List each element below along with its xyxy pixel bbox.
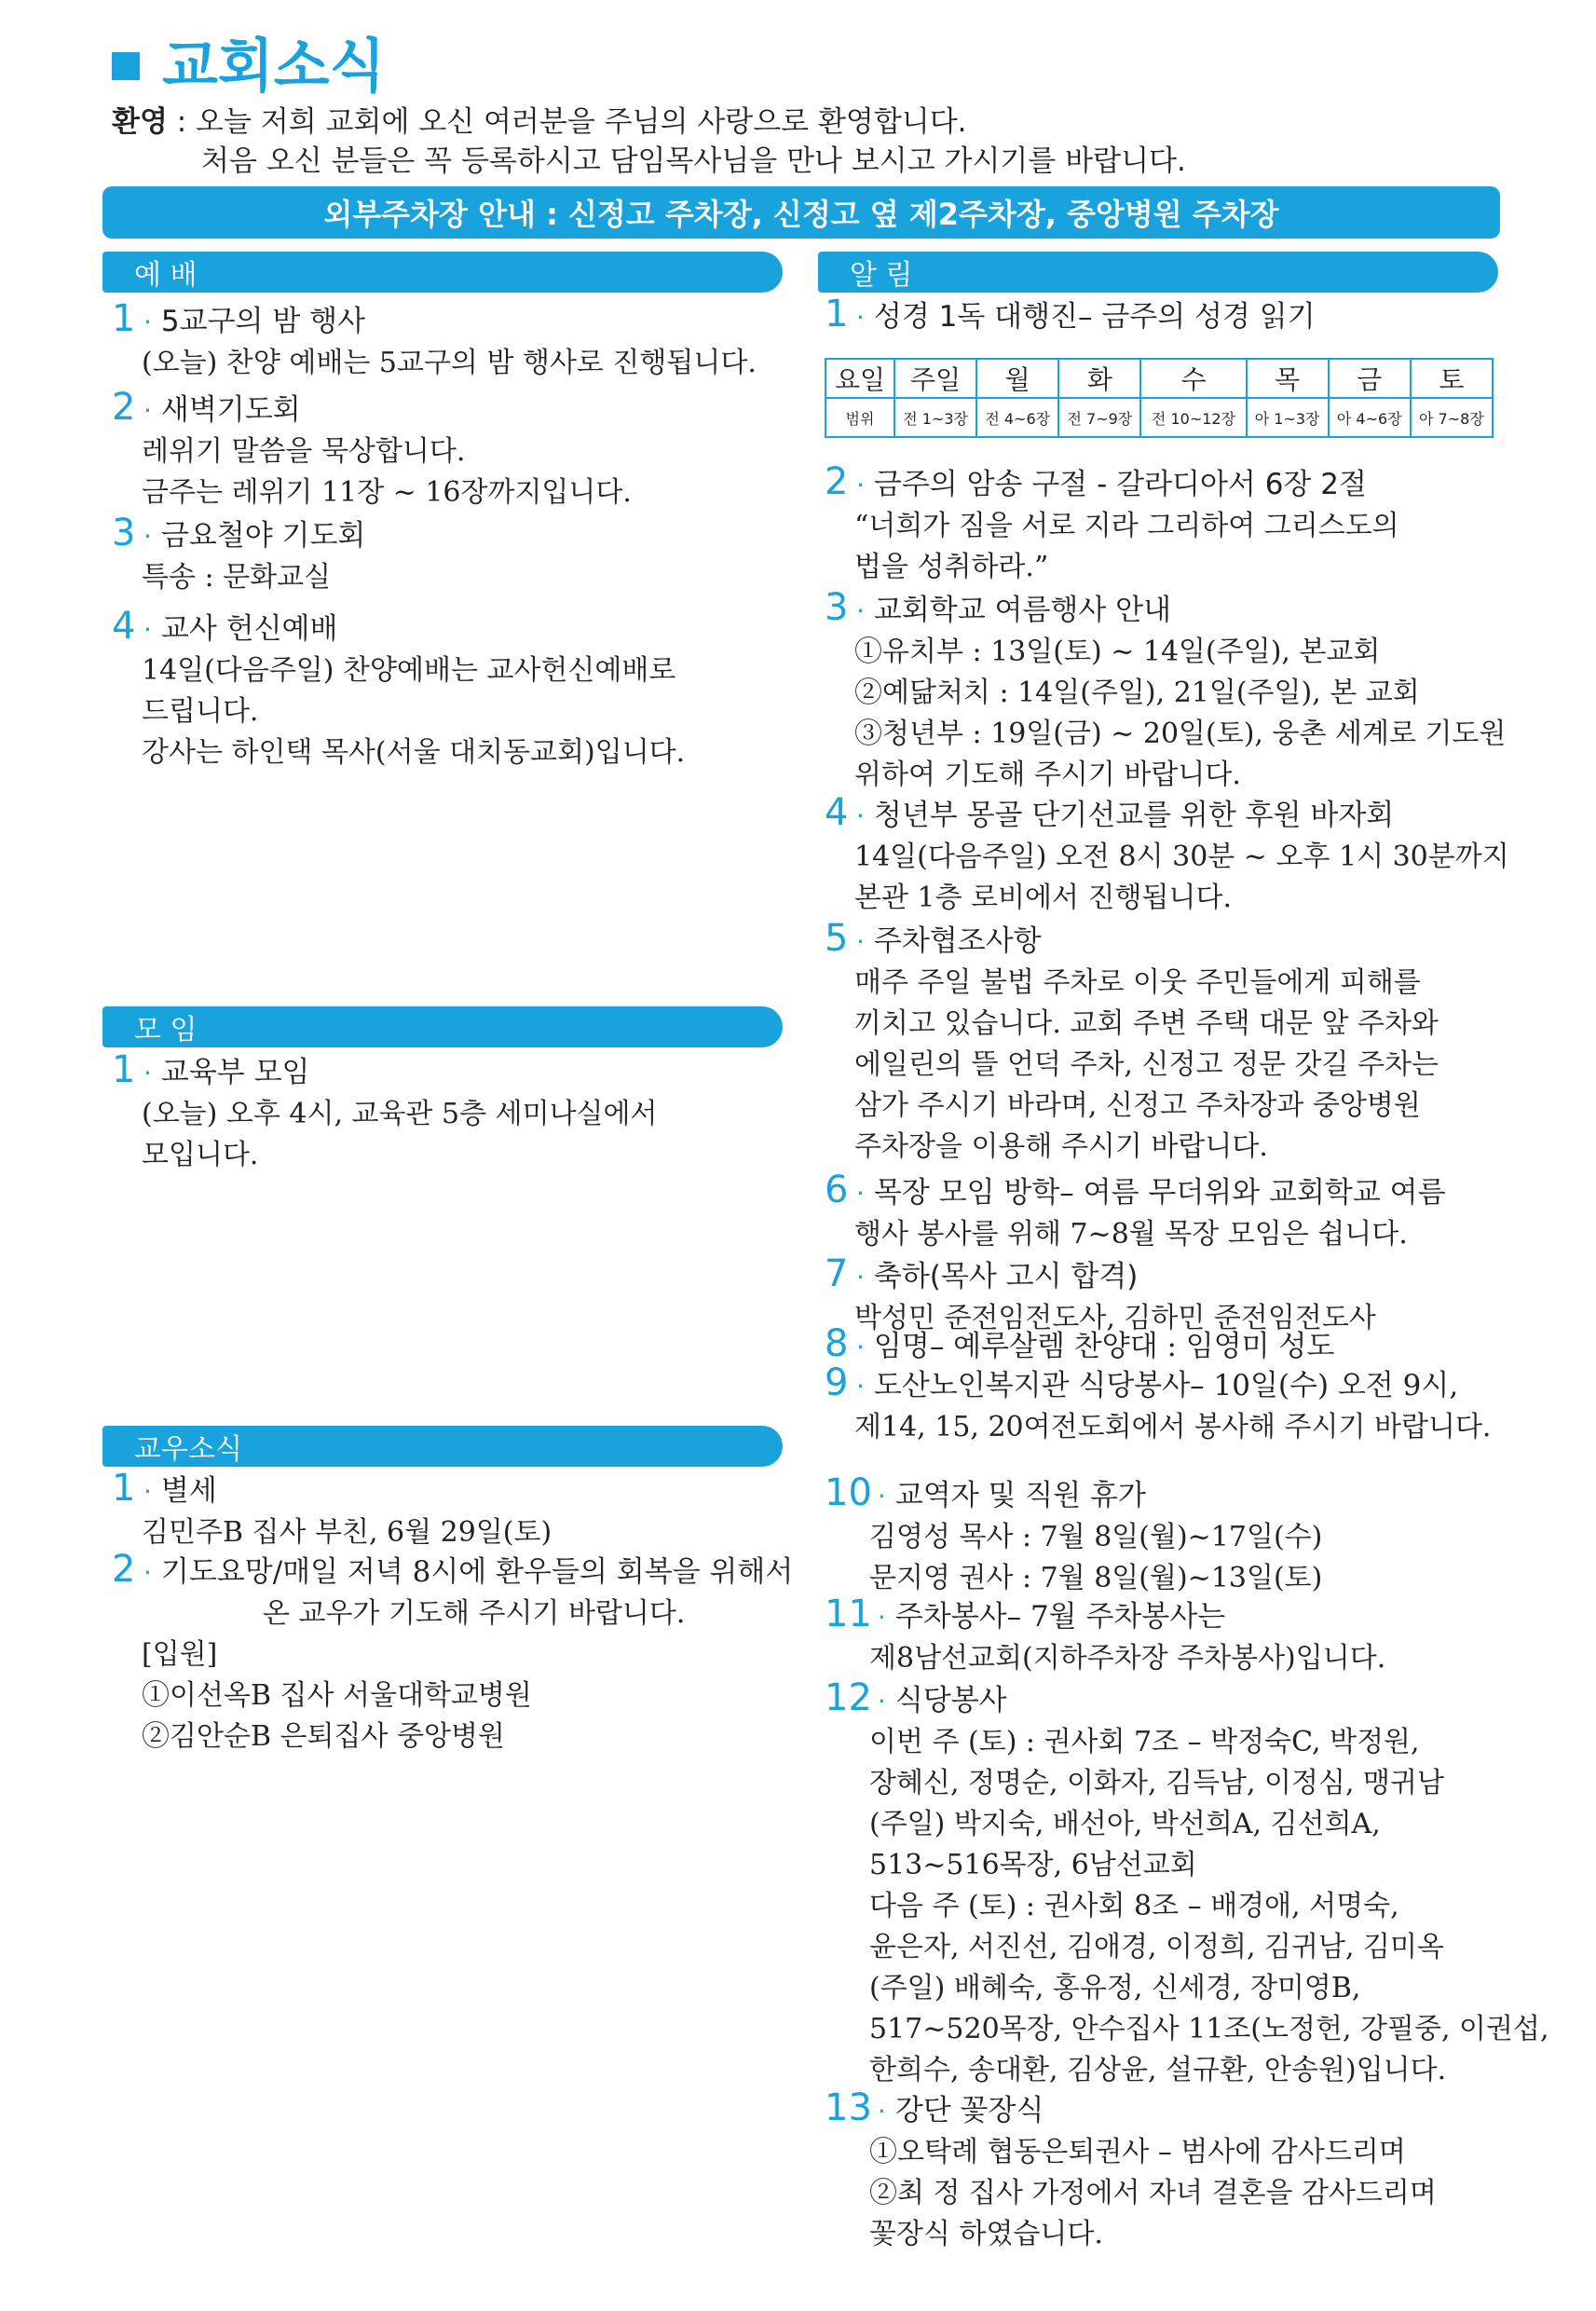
item-body (825, 2132, 1437, 2255)
item-body (112, 1593, 793, 1757)
page-title (112, 32, 386, 100)
item-title: 성경 1독 대행진 (873, 300, 1079, 334)
item-body-line: 윤은자, 서진선, 김애경, 이정희, 김귀남, 김미옥 (869, 1931, 1445, 1963)
reading-table-day-cell: 목 (1247, 359, 1329, 398)
item-heading (825, 587, 1506, 632)
reading-table-day-cell: 월 (976, 359, 1058, 398)
item-body-line: 위하여 기도해 주시기 바랍니다. (854, 759, 1241, 791)
list-item (825, 918, 1439, 1168)
item-body-line: ③청년부 : 19일(금) ~ 20일(토), 웅촌 세계로 기도원 (854, 718, 1507, 750)
item-title: 식당봉사 (894, 1684, 1007, 1717)
item-body-line: 꽃장식 하였습니다. (869, 2218, 1103, 2250)
item-title-suffix: – 여름 무더위와 교회학교 여름 (1059, 1176, 1446, 1210)
parking-banner: 외부주차장 안내 : 신정고 주차장, 신정고 옆 제2주차장, 중앙병원 주차장 (102, 186, 1500, 239)
item-body-line: ①유치부 : 13일(토) ~ 14일(주일), 본교회 (854, 636, 1381, 668)
list-item (825, 1323, 1334, 1368)
item-body-line: 온 교우가 기도해 주시기 바랍니다. (263, 1597, 686, 1630)
item-heading (825, 294, 1316, 338)
bullet-dot-icon: · (856, 470, 865, 500)
item-title: 금요철야 기도회 (160, 519, 366, 553)
welcome-message (112, 103, 1186, 181)
item-body-line: (오늘) 오후 4시, 교육관 5층 세미나실에서 (142, 1098, 658, 1130)
list-item (825, 1677, 1549, 2091)
list-item (112, 1468, 552, 1553)
reading-table-range-cell: 아 7~8장 (1411, 398, 1493, 437)
item-title: 청년부 몽골 단기선교를 위한 후원 바자회 (873, 799, 1395, 832)
item-heading (112, 513, 365, 557)
welcome-line-1: : 오늘 저희 교회에 오신 여러분을 주님의 사랑으로 환영합니다. (167, 105, 967, 139)
item-body-line: 박성민 준전임전도사, 김하민 준전임전도사 (854, 1302, 1376, 1334)
item-body-line: (주일) 박지숙, 배선아, 박선희A, 김선희A, (869, 1808, 1381, 1840)
reading-table-range-cell: 전 7~9장 (1058, 398, 1140, 437)
item-number: 4 (112, 605, 136, 648)
bullet-dot-icon: · (856, 1371, 865, 1402)
page-title-text: 교회소식 (162, 32, 386, 100)
item-body (112, 650, 685, 773)
reading-table-range-cell: 전 1~3장 (894, 398, 976, 437)
item-number: 1 (112, 1048, 136, 1091)
list-item (825, 1362, 1491, 1448)
item-title: 축하(목사 고시 합격) (873, 1260, 1139, 1293)
item-title: 임명 (873, 1330, 930, 1363)
item-number: 7 (825, 1252, 849, 1295)
item-title: 새벽기도회 (160, 393, 301, 427)
bullet-dot-icon: · (856, 302, 865, 333)
list-item (112, 606, 685, 773)
item-heading (825, 1677, 1549, 1722)
item-heading (112, 1049, 658, 1094)
item-title: 강단 꽃장식 (894, 2094, 1044, 2127)
reading-table-day-cell: 화 (1058, 359, 1140, 398)
item-body-line: “너희가 짐을 서로 지라 그리하여 그리스도의 (854, 510, 1399, 542)
item-heading (825, 1323, 1334, 1368)
item-body-line: [입원] (142, 1638, 218, 1671)
item-body-line: 14일(다음주일) 오전 8시 30분 ~ 오후 1시 30분까지 (854, 841, 1509, 873)
bullet-dot-icon: · (143, 1058, 152, 1088)
item-number: 3 (112, 512, 136, 554)
item-number: 2 (112, 1548, 136, 1591)
item-number: 4 (825, 791, 849, 834)
item-title: 별세 (160, 1474, 217, 1508)
item-title: 교회학교 여름행사 안내 (873, 594, 1172, 627)
reading-table-day-cell: 토 (1411, 359, 1493, 398)
bullet-dot-icon: · (877, 2096, 886, 2126)
bullet-dot-icon: · (856, 1262, 865, 1292)
item-body-line: 517~520목장, 안수집사 11조(노정헌, 강필중, 이권섭, (869, 2013, 1549, 2045)
item-number: 3 (825, 586, 849, 629)
reading-table-day-cell: 요일 (825, 359, 894, 398)
item-body (825, 506, 1399, 588)
item-number: 13 (825, 2086, 872, 2129)
item-title: 금주의 암송 구절 - 갈라디아서 6장 2절 (873, 468, 1367, 501)
item-number: 6 (825, 1169, 849, 1211)
list-item (112, 298, 757, 384)
bullet-dot-icon: · (143, 307, 152, 337)
bullet-dot-icon: · (856, 926, 865, 957)
item-number: 1 (825, 293, 849, 335)
reading-table-header-row (825, 359, 1493, 398)
item-body-line: ②김안순B 은퇴집사 중앙병원 (142, 1720, 505, 1753)
item-number: 12 (825, 1676, 872, 1719)
section-meeting-header (102, 1006, 783, 1047)
reading-table-range-cell: 전 4~6장 (976, 398, 1058, 437)
item-number: 5 (825, 917, 849, 960)
item-body-line: 김민주B 집사 부친, 6월 29일(토) (142, 1516, 552, 1549)
item-body-line: 법을 성취하라.” (854, 551, 1049, 583)
item-body-line: 에일린의 뜰 언덕 주차, 신정고 정문 갓길 주차는 (854, 1048, 1439, 1081)
item-body-line: 끼치고 있습니다. 교회 주변 주택 대문 앞 주차와 (854, 1007, 1439, 1040)
item-body-line: 금주는 레위기 11장 ~ 16장까지입니다. (142, 476, 632, 509)
welcome-label: 환영 (112, 105, 168, 139)
item-heading (112, 1549, 793, 1593)
list-item (825, 792, 1509, 919)
item-body-line: 한희수, 송대환, 김상윤, 설규환, 안송원)입니다. (869, 2054, 1447, 2086)
item-heading (825, 1362, 1491, 1407)
item-body-line: ②최 정 집사 가정에서 자녀 결혼을 감사드리며 (869, 2177, 1437, 2209)
item-heading (825, 918, 1439, 963)
list-item (825, 461, 1399, 588)
square-bullet-icon (112, 52, 140, 80)
item-title: 도산노인복지관 식당봉사 (873, 1369, 1191, 1402)
item-body-line: 다음 주 (토) : 권사회 8조 – 배경애, 서명숙, (869, 1890, 1399, 1922)
item-body-line: 장혜신, 정명순, 이화자, 김득남, 이정심, 맹귀남 (869, 1767, 1445, 1799)
item-body-line: 강사는 하인택 목사(서울 대치동교회)입니다. (142, 736, 686, 769)
item-heading (825, 792, 1509, 837)
item-heading (112, 298, 757, 343)
item-body-line: 삼가 주시기 바라며, 신정고 주차장과 중앙병원 (854, 1089, 1421, 1122)
bullet-dot-icon: · (877, 1686, 886, 1716)
item-title: 5교구의 밤 행사 (160, 305, 366, 338)
item-body-line: 본관 1층 로비에서 진행됩니다. (854, 882, 1232, 914)
section-notice-title: 알 림 (850, 259, 913, 292)
bullet-dot-icon: · (856, 595, 865, 626)
section-meeting-title: 모 임 (134, 1014, 198, 1046)
list-item (112, 1049, 658, 1176)
list-item (825, 294, 1316, 338)
list-item (825, 2087, 1437, 2255)
item-body-line: (오늘) 찬양 예배는 5교구의 밤 행사로 진행됩니다. (142, 347, 757, 379)
reading-table-range-cell: 아 4~6장 (1329, 398, 1411, 437)
item-body (112, 343, 757, 384)
item-title: 교역자 및 직원 휴가 (894, 1479, 1146, 1512)
item-body (825, 1722, 1549, 2091)
item-body-line: 드립니다. (142, 695, 259, 728)
bible-reading-table (825, 358, 1494, 438)
item-body (825, 1214, 1446, 1255)
reading-table-day-cell: 주일 (894, 359, 976, 398)
item-number: 1 (112, 297, 136, 340)
item-number: 8 (825, 1322, 849, 1365)
reading-table-range-cell: 범위 (825, 398, 894, 437)
item-number: 9 (825, 1361, 849, 1404)
item-number: 1 (112, 1467, 136, 1510)
item-title-suffix: – 금주의 성경 읽기 (1078, 300, 1316, 334)
list-item (825, 1593, 1385, 1679)
item-title: 주차봉사 (894, 1600, 1007, 1634)
list-item (112, 1549, 793, 1757)
item-body-line: 문지영 권사 : 7월 8일(월)~13일(토) (869, 1562, 1323, 1594)
item-body (825, 1517, 1322, 1599)
item-body-line: 제14, 15, 20여전도회에서 봉사해 주시기 바랍니다. (854, 1411, 1492, 1443)
item-body (825, 1407, 1491, 1448)
item-body-line: ①이선옥B 집사 서울대학교병원 (142, 1679, 532, 1712)
item-heading (112, 606, 685, 650)
item-body-line: 주차장을 이용해 주시기 바랍니다. (854, 1130, 1268, 1163)
item-body-line: 특송 : 문화교실 (142, 561, 332, 594)
item-title: 교육부 모임 (160, 1056, 310, 1089)
section-notice-header (818, 252, 1498, 293)
item-title: 기도요망 (160, 1555, 273, 1589)
list-item (825, 1169, 1446, 1255)
item-body-line: 레위기 말씀을 묵상합니다. (142, 435, 466, 468)
reading-table-day-cell: 수 (1140, 359, 1246, 398)
item-body-line: ②예닮처치 : 14일(주일), 21일(주일), 본 교회 (854, 677, 1420, 709)
item-body (825, 1638, 1385, 1679)
item-body-line: (주일) 배혜숙, 홍유정, 신세경, 장미영B, (869, 1972, 1361, 2004)
section-worship-header (102, 252, 783, 293)
reading-table-range-cell: 전 10~12장 (1140, 398, 1246, 437)
item-heading (825, 1253, 1376, 1298)
item-title-suffix: – 7월 주차봉사는 (1006, 1600, 1226, 1634)
list-item (825, 587, 1506, 796)
item-number: 2 (112, 386, 136, 429)
item-body (112, 1512, 552, 1553)
item-body (825, 837, 1509, 919)
reading-table-range-row (825, 398, 1493, 437)
bullet-dot-icon: · (143, 521, 152, 552)
item-body-line: ①오탁례 협동은퇴권사 – 범사에 감사드리며 (869, 2136, 1406, 2168)
section-worship-title: 예 배 (134, 259, 198, 292)
item-body-line: 이번 주 (토) : 권사회 7조 – 박정숙C, 박정원, (869, 1726, 1420, 1758)
item-title-suffix: /매일 저녁 8시에 환우들의 회복을 위해서 (272, 1555, 794, 1589)
item-body (112, 431, 632, 513)
bullet-dot-icon: · (143, 1557, 152, 1588)
item-body (825, 963, 1439, 1168)
welcome-line-2: 처음 오신 분들은 꼭 등록하시고 담임목사님을 만나 보시고 가시기를 바랍니다. (201, 144, 1186, 178)
bullet-dot-icon: · (856, 1178, 865, 1209)
item-heading (825, 1593, 1385, 1638)
bullet-dot-icon: · (856, 1332, 865, 1362)
item-body-line: 김영성 목사 : 7월 8일(월)~17일(수) (869, 1521, 1323, 1553)
section-members-header (102, 1426, 783, 1467)
item-title-suffix: – 예루살렘 찬양대 : 임영미 성도 (929, 1330, 1335, 1363)
list-item (112, 387, 632, 513)
list-item (112, 513, 365, 598)
item-body-line: 513~516목장, 6남선교회 (869, 1849, 1197, 1881)
item-body-line: 행사 봉사를 위해 7~8월 목장 모임은 쉽니다. (854, 1218, 1408, 1251)
item-heading (825, 1472, 1322, 1517)
item-body-line: 매주 주일 불법 주차로 이웃 주민들에게 피해를 (854, 966, 1421, 999)
item-body-line: 모입니다. (142, 1139, 259, 1171)
item-title: 목장 모임 방학 (873, 1176, 1060, 1210)
bullet-dot-icon: · (877, 1481, 886, 1511)
item-title: 교사 헌신예배 (160, 612, 338, 646)
list-item (825, 1472, 1322, 1599)
reading-table-range-cell: 아 1~3장 (1247, 398, 1329, 437)
item-title: 주차협조사항 (873, 924, 1042, 958)
item-number: 10 (825, 1471, 872, 1514)
item-heading (825, 461, 1399, 506)
item-body (825, 632, 1506, 796)
item-body (112, 1094, 658, 1176)
section-members-title: 교우소식 (134, 1433, 242, 1466)
bullet-dot-icon: · (143, 1476, 152, 1507)
bullet-dot-icon: · (143, 395, 152, 426)
item-number: 11 (825, 1593, 872, 1635)
bullet-dot-icon: · (877, 1602, 886, 1633)
item-number: 2 (825, 460, 849, 503)
bullet-dot-icon: · (856, 800, 865, 831)
item-heading (825, 1169, 1446, 1214)
item-title-suffix: – 10일(수) 오전 9시, (1190, 1369, 1459, 1402)
bullet-dot-icon: · (143, 614, 152, 645)
item-heading (112, 1468, 552, 1512)
item-body (112, 557, 365, 598)
item-heading (112, 387, 632, 431)
item-body-line: 제8남선교회(지하주차장 주차봉사)입니다. (869, 1642, 1386, 1675)
reading-table-day-cell: 금 (1329, 359, 1411, 398)
item-body-line: 14일(다음주일) 찬양예배는 교사헌신예배로 (142, 654, 676, 687)
item-heading (825, 2087, 1437, 2132)
